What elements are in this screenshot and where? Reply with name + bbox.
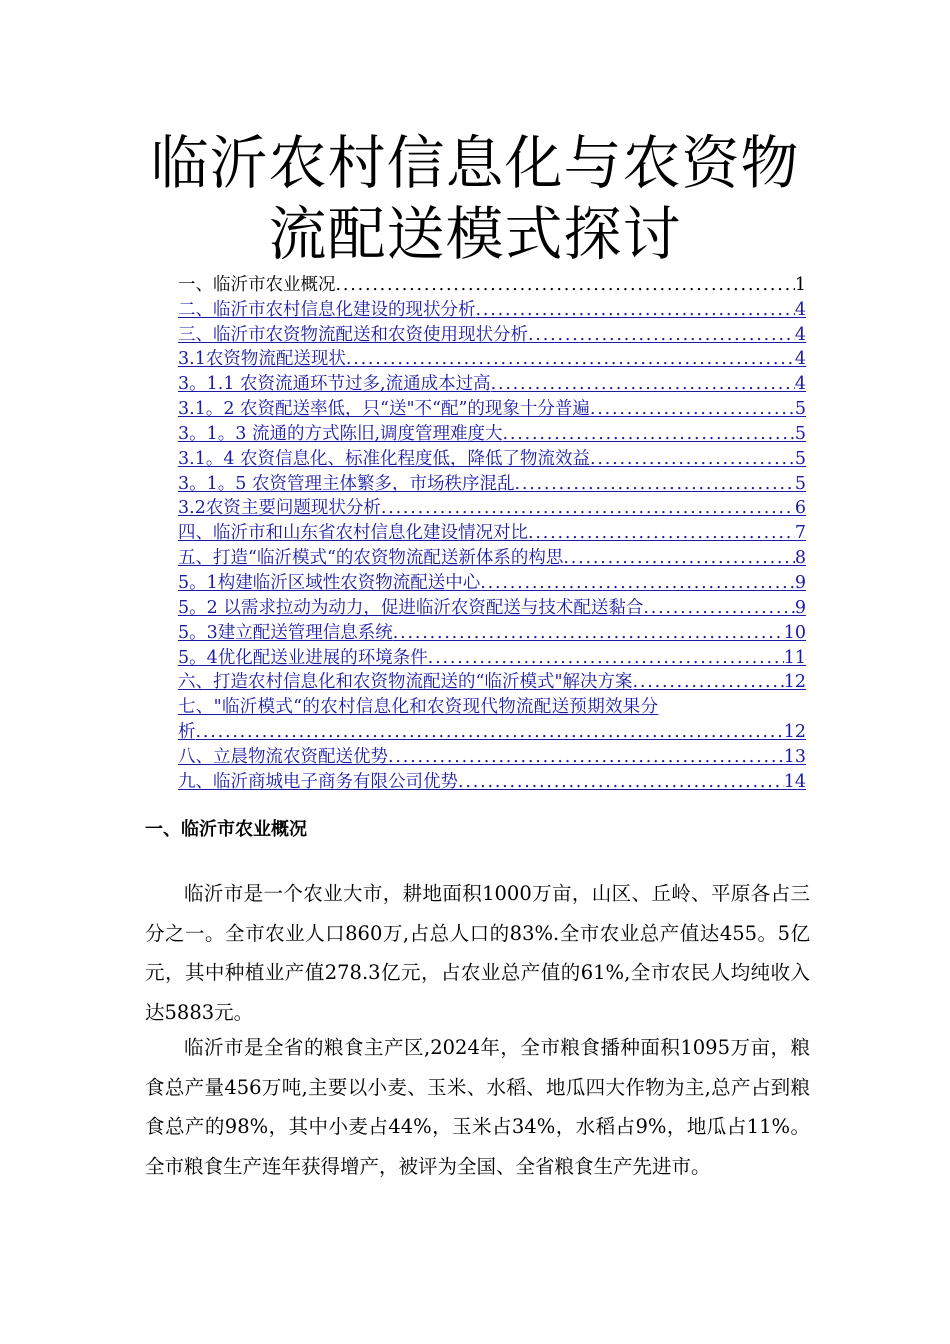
toc-leader-dots [528, 324, 795, 346]
toc-entry-page: 5 [794, 473, 806, 494]
body-paragraph-2: 临沂市是全省的粮食主产区,2024年，全市粮食播种面积1095万亩，粮食总产量456万吨,主要以小麦、玉米、水稻、地瓜四大作物为主,总产占到粮食总产的98%，其中小麦占44%，玉米占34%，水稻占9%，地瓜占11%。全市粮食生产连年获得增产，被评为全国、全省粮食生产先进市。 [145, 1036, 810, 1178]
toc-entry-text: 四、临沂市和山东省农村信息化建设情况对比 [178, 523, 528, 544]
toc-leader-dots [514, 473, 794, 495]
toc-entry-3-1[interactable] [178, 346, 806, 371]
toc-leader-dots [491, 373, 795, 395]
toc-entry-page: 1 [794, 274, 806, 295]
toc-entry-text: 3.1。2 农资配送率低，只“送"不“配”的现象十分普遍 [178, 399, 590, 420]
toc-entry-7-line-2[interactable] [178, 718, 806, 743]
toc-leader-dots [346, 348, 795, 370]
toc-leader-dots [196, 721, 784, 743]
document-title-line-1: 临沂农村信息化与农资物 [150, 129, 800, 197]
toc-leader-dots [381, 497, 795, 519]
toc-entry-text: 八、立晨物流农资配送优势 [178, 746, 388, 767]
toc-leader-dots [428, 647, 784, 669]
toc-entry-text: 五、打造“临沂模式“的农资物流配送新体系的构思 [178, 548, 564, 569]
toc-entry-page: 13 [783, 746, 806, 767]
toc-entry-5-2[interactable] [178, 594, 806, 619]
toc-leader-dots [476, 299, 795, 321]
toc-entry-5-1[interactable] [178, 569, 806, 594]
toc-entry-text: 析 [178, 722, 196, 743]
toc-entry-text: 二、临沂市农村信息化建设的现状分析 [178, 299, 476, 320]
toc-entry-3-1-4[interactable] [178, 445, 806, 470]
toc-entry-text: 5。2 以需求拉动为动力，促进临沂农资配送与技术配送黏合 [178, 597, 644, 618]
toc-entry-text: 六、打造农村信息化和农资物流配送的“临沂模式"解决方案 [178, 672, 633, 693]
toc-entry-page: 5 [794, 448, 806, 469]
toc-entry-3[interactable] [178, 321, 806, 346]
toc-entry-text: 3.2农资主要问题现状分析 [178, 498, 381, 519]
toc-leader-dots [336, 274, 795, 296]
toc-leader-dots [590, 448, 795, 470]
toc-leader-dots [393, 622, 784, 644]
toc-entry-text: 3.1农资物流配送现状 [178, 349, 346, 370]
toc-entry-text: 三、临沂市农资物流配送和农资使用现状分析 [178, 324, 528, 345]
toc-entry-page: 6 [794, 498, 806, 519]
toc-entry-text: 3.1。4 农资信息化、标准化程度低，降低了物流效益 [178, 448, 591, 469]
toc-leader-dots [563, 547, 794, 569]
toc-entry-page: 11 [783, 647, 806, 668]
toc-entry-4[interactable] [178, 519, 806, 544]
toc-entry-page: 8 [794, 548, 806, 569]
toc-leader-dots [503, 423, 795, 445]
toc-entry-3-1-3[interactable] [178, 420, 806, 445]
toc-entry-page: 5 [794, 423, 806, 444]
toc-entry-2[interactable] [178, 296, 806, 321]
toc-entry-7-line-1[interactable] [178, 693, 806, 718]
toc-entry-text: 3。1。3 流通的方式陈旧,调度管理难度大 [178, 423, 503, 444]
toc-leader-dots [480, 572, 795, 594]
toc-entry-3-1-1[interactable] [178, 370, 806, 395]
toc-leader-dots [458, 771, 784, 793]
table-of-contents [178, 271, 806, 793]
toc-leader-dots [643, 597, 795, 619]
toc-entry-page: 9 [794, 572, 806, 593]
toc-entry-text: 5。3建立配送管理信息系统 [178, 622, 393, 643]
toc-entry-page: 4 [794, 374, 806, 395]
toc-entry-text: 七、"临沂模式“的农村信息化和农资现代物流配送预期效果分 [178, 697, 659, 718]
toc-entry-page: 5 [794, 399, 806, 420]
toc-entry-5[interactable] [178, 544, 806, 569]
toc-entry-text: 5。4优化配送业进展的环境条件 [178, 647, 428, 668]
document-title-line-2: 流配送模式探讨 [268, 200, 682, 268]
toc-entry-5-4[interactable] [178, 644, 806, 669]
toc-entry-page: 4 [794, 299, 806, 320]
toc-entry-9[interactable] [178, 768, 806, 793]
toc-entry-text: 3。1.1 农资流通环节过多,流通成本过高 [178, 374, 491, 395]
toc-entry-3-2[interactable] [178, 495, 806, 520]
toc-entry-text: 九、临沂商城电子商务有限公司优势 [178, 771, 458, 792]
toc-entry-page: 7 [794, 523, 806, 544]
toc-entry-text: 3。1。5 农资管理主体繁多，市场秩序混乱 [178, 473, 515, 494]
toc-entry-page: 12 [783, 672, 806, 693]
body-paragraph-1: 临沂市是一个农业大市，耕地面积1000万亩，山区、丘岭、平原各占三分之一。全市农业人口860万,占总人口的83%.全市农业总产值达455。5亿元，其中种植业产值278.3亿元，占农业总产值的61%,全市农民人均纯收入达5883元。 [145, 882, 810, 1024]
toc-entry-page: 9 [794, 597, 806, 618]
toc-entry-5-3[interactable] [178, 619, 806, 644]
toc-leader-dots [633, 671, 784, 693]
toc-entry-page: 4 [794, 324, 806, 345]
toc-entry-page: 12 [783, 722, 806, 743]
toc-leader-dots [528, 522, 795, 544]
toc-entry-page: 14 [783, 771, 806, 792]
toc-entry-page: 4 [794, 349, 806, 370]
toc-entry-6[interactable] [178, 669, 806, 694]
section-heading: 一、临沂市农业概况 [145, 819, 307, 840]
toc-entry-text: 一、临沂市农业概况 [178, 274, 336, 295]
toc-leader-dots [590, 398, 795, 420]
toc-entry-8[interactable] [178, 743, 806, 768]
toc-entry-page: 10 [783, 622, 806, 643]
toc-entry-3-1-2[interactable] [178, 395, 806, 420]
toc-leader-dots [388, 746, 784, 768]
toc-entry-3-1-5[interactable] [178, 470, 806, 495]
toc-entry-1[interactable] [178, 271, 806, 296]
toc-entry-text: 5。1构建临沂区域性农资物流配送中心 [178, 572, 481, 593]
